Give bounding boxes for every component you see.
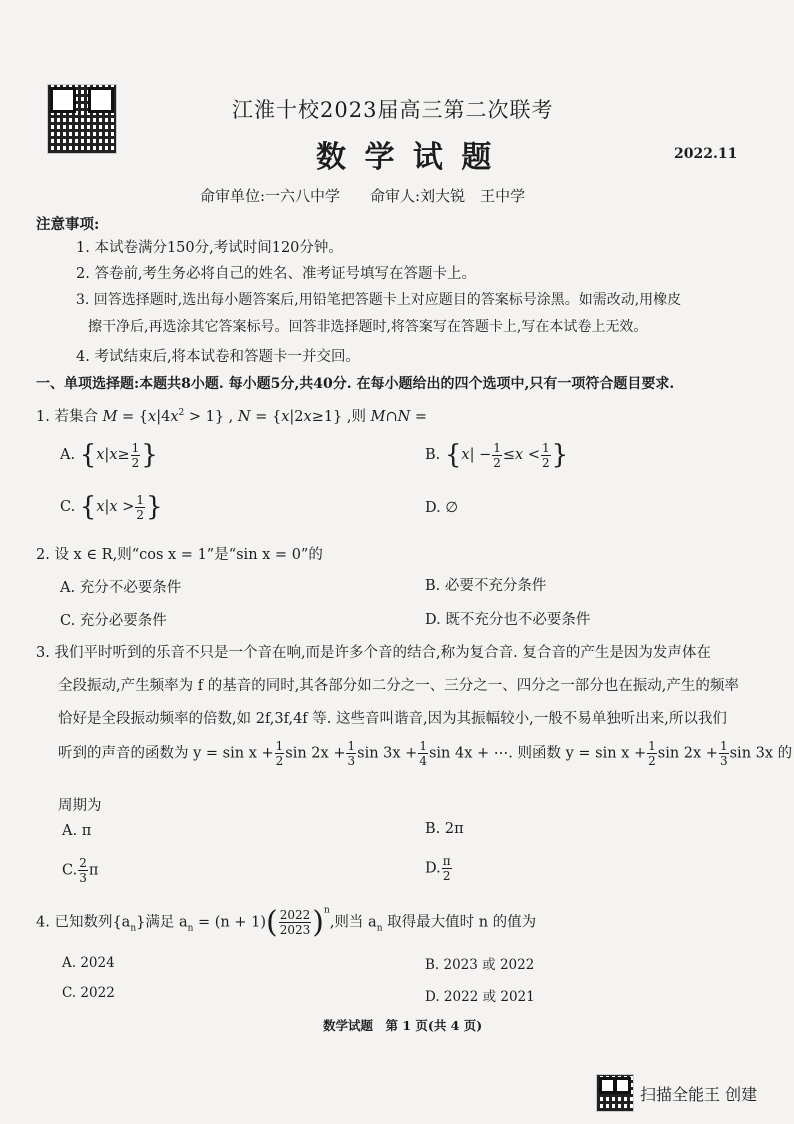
notice-item-1: 1. 本试卷满分150分,考试时间120分钟。 xyxy=(76,240,343,256)
question-1-stem: 1. 若集合 $M = \{x|4x^2 > 1\}$ , N = {x|2x≥1} ,则 M∩N = xyxy=(36,408,428,425)
q4-option-d[interactable]: D. 2022 或 2021 xyxy=(425,989,535,1005)
q2-option-c[interactable]: C. 充分必要条件 xyxy=(60,613,167,629)
question-3-line-4: 听到的声音的函数为 y = sin x + $\frac{1}{2}$ sin 2x + $\frac{1}{3}$ sin 3x + $\frac{1}{4}$ sin 4x + ⋯. 则函数 y = sin x + $\frac{1}{2}$ sin 2x + $\frac{1}{3}$ sin 3x 的 xyxy=(58,739,793,768)
q4-option-c[interactable]: C. 2022 xyxy=(62,985,115,1001)
question-3-line-3: 恰好是全段振动频率的倍数,如 2f,3f,4f 等. 这些音叫谐音,因为其振幅较小,一般不易单独听出来,所以我们 xyxy=(58,711,727,727)
question-3-line-2: 全段振动,产生频率为 f 的基音的同时,其各部分如二分之一、三分之一、四分之一部分也在振动,产生的频率 xyxy=(58,678,739,694)
notice-item-4: 4. 考试结束后,将本试卷和答题卡一并交回。 xyxy=(76,349,361,365)
notice-item-3-cont: 擦干净后,再选涂其它答案标号。回答非选择题时,将答案写在答题卡上,写在本试卷上无效。 xyxy=(88,319,648,335)
notice-heading: 注意事项: xyxy=(36,216,100,233)
qr-code-icon xyxy=(47,84,117,154)
q3-option-b[interactable]: B. 2π xyxy=(425,821,464,837)
q4-option-b[interactable]: B. 2023 或 2022 xyxy=(425,957,535,973)
question-2-stem: 2. 设 x ∈ R,则“cos x = 1”是“sin x = 0”的 xyxy=(36,547,323,563)
exam-date: 2022.11 xyxy=(674,146,738,162)
scanner-watermark: 扫描全能王 创建 xyxy=(640,1085,758,1104)
q2-option-a[interactable]: A. 充分不必要条件 xyxy=(60,580,182,596)
q4-option-a[interactable]: A. 2024 xyxy=(62,955,115,971)
question-3-line-5: 周期为 xyxy=(58,798,102,814)
notice-item-2: 2. 答卷前,考生务必将自己的姓名、准考证号填写在答题卡上。 xyxy=(76,266,477,282)
q1-option-a[interactable]: A. {x|x≥ $\frac{1}{2}$ } xyxy=(60,440,158,470)
q3-option-d[interactable]: D. $\frac{\pi}{2}$ xyxy=(425,854,451,883)
author-units: 命审单位:一六八中学 命审人:刘大锐 王中学 xyxy=(200,187,526,205)
q1-option-d[interactable]: D. ∅ xyxy=(425,500,458,516)
q1-option-c[interactable]: C. {x|x > $\frac{1}{2}$ } xyxy=(60,492,163,522)
q1-option-b[interactable]: B. {x| − $\frac{1}{2}$ ≤x < $\frac{1}{2}$ } xyxy=(425,440,569,470)
exam-title: 江淮十校2023届高三第二次联考 xyxy=(232,98,554,122)
scanner-qr-icon xyxy=(596,1074,634,1112)
page-footer: 数学试题 第 1 页(共 4 页) xyxy=(323,1018,483,1033)
q3-option-a[interactable]: A. π xyxy=(62,823,92,839)
q2-option-b[interactable]: B. 必要不充分条件 xyxy=(425,578,547,594)
section-1-heading: 一、单项选择题:本题共8小题. 每小题5分,共40分. 在每小题给出的四个选项中,只有一项符合题目要求. xyxy=(36,376,675,392)
subject-title: 数 学 试 题 xyxy=(316,140,496,175)
q3-option-c[interactable]: C. $\frac{2}{3}$ π xyxy=(62,856,99,885)
notice-item-3: 3. 回答选择题时,选出每小题答案后,用铅笔把答题卡上对应题目的答案标号涂黑。如需改动,用橡皮 xyxy=(76,292,682,308)
q2-option-d[interactable]: D. 既不充分也不必要条件 xyxy=(425,612,591,628)
question-3-line-1: 3. 我们平时听到的乐音不只是一个音在响,而是许多个音的结合,称为复合音. 复合音的产生是因为发声体在 xyxy=(36,645,711,661)
question-4-stem: 4. 已知数列$\{a_n\}$满足 $a_n = (n + 1)$( $\frac{2022}{2023}$ )$^n$,则当 $a_n$ 取得最大值时 n 的值为 xyxy=(36,905,537,940)
